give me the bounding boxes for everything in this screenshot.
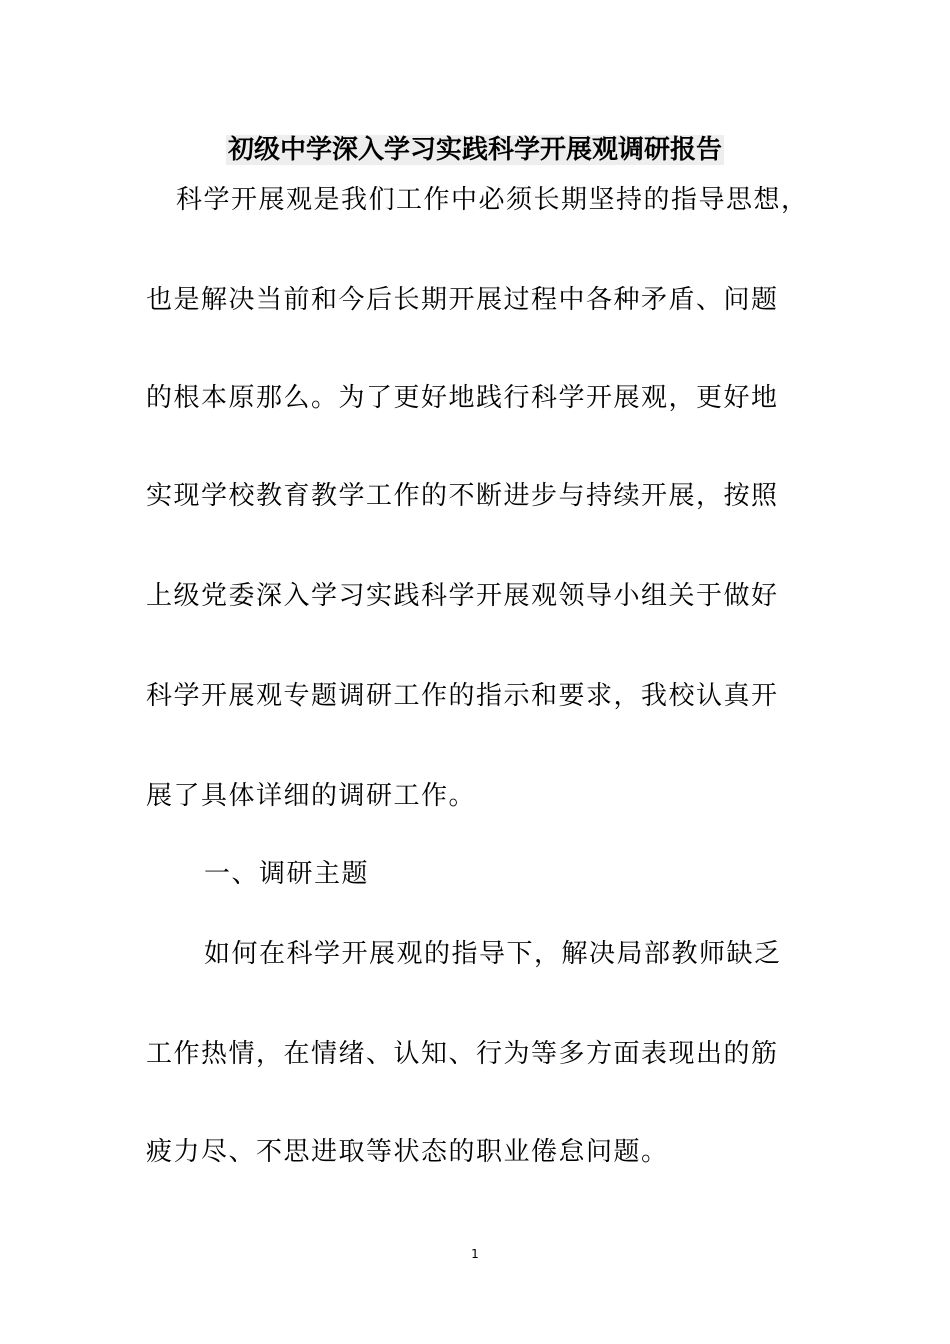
paragraph-line-2: 也是解决当前和今后长期开展过程中各种矛盾、问题 [146,285,779,315]
paragraph-line-4: 实现学校教育教学工作的不断进步与持续开展，按照 [146,481,779,511]
page-number: 1 [471,1247,479,1261]
section-heading: 一、调研主题 [204,859,370,889]
document-title-text: 初级中学深入学习实践科学开展观调研报告 [227,135,722,165]
paragraph-line-10: 疲力尽、不思进取等状态的职业倦怠问题。 [146,1137,669,1167]
paragraph-line-3: 的根本原那么。为了更好地践行科学开展观，更好地 [146,383,779,413]
paragraph-line-5: 上级党委深入学习实践科学开展观领导小组关于做好 [146,581,779,611]
document-title [0,132,950,168]
paragraph-line-7: 展了具体详细的调研工作。 [146,781,477,811]
paragraph-line-1: 科学开展观是我们工作中必须长期坚持的指导思想， [176,185,809,215]
paragraph-line-9: 工作热情，在情绪、认知、行为等多方面表现出的筋 [146,1039,779,1069]
paragraph-line-8: 如何在科学开展观的指导下，解决局部教师缺乏 [204,939,782,969]
paragraph-line-6: 科学开展观专题调研工作的指示和要求，我校认真开 [146,681,779,711]
